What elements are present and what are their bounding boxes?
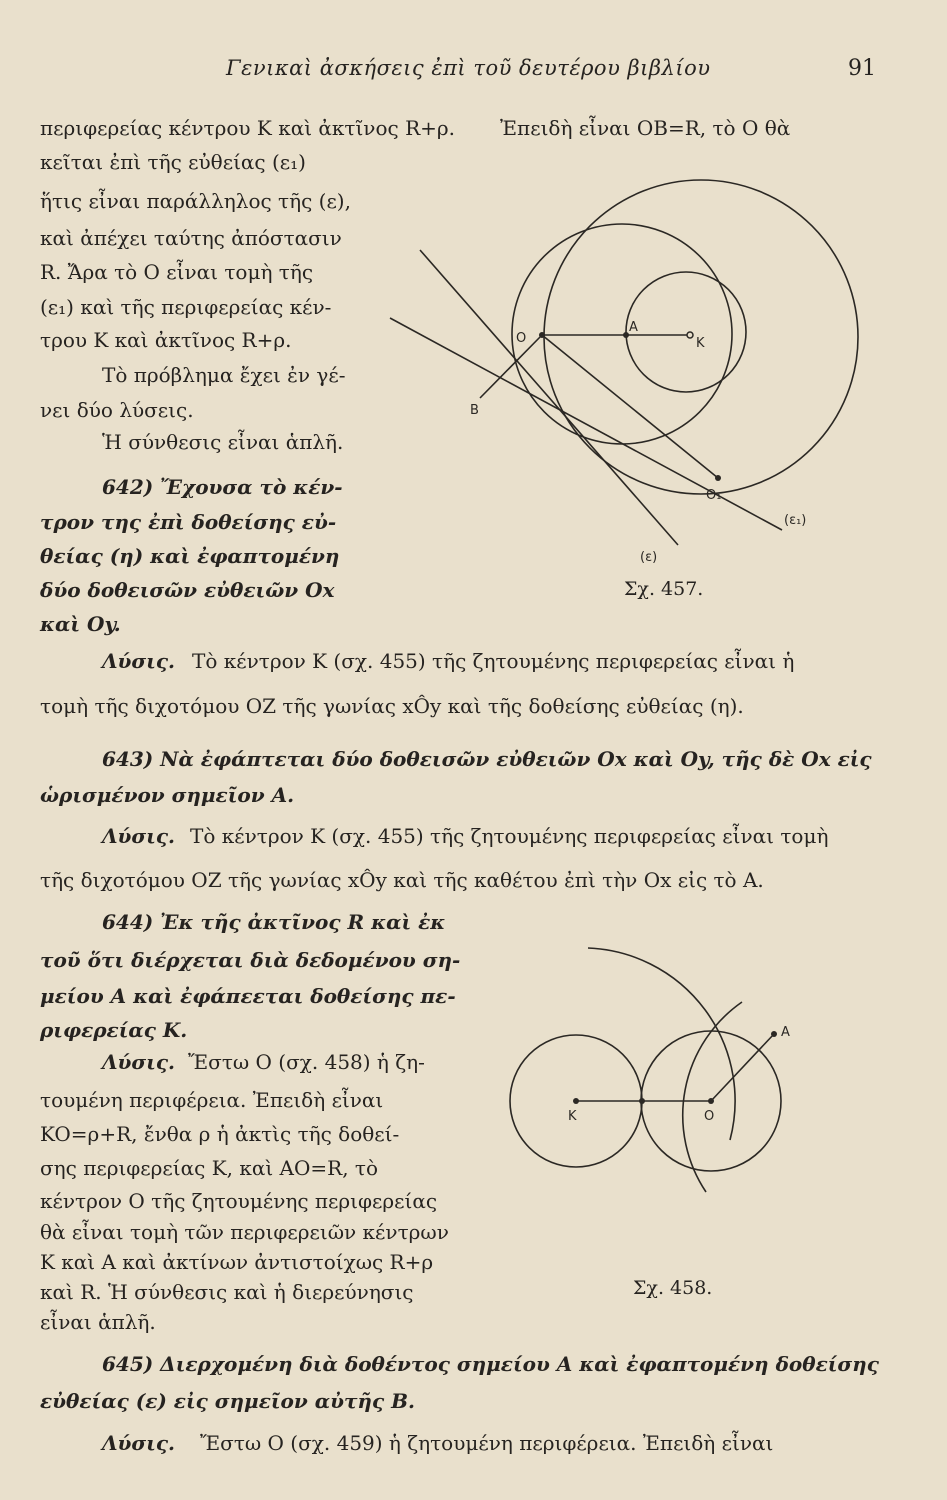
point-K <box>573 1098 579 1104</box>
text-line: (ε₁) καὶ τῆς περιφερείας κέν- <box>40 295 332 319</box>
label-K: K <box>568 1109 577 1124</box>
text-line: Ἡ σύνθεσις εἶναι ἁπλῆ. <box>102 430 344 454</box>
solution-label: Λύσις. <box>102 649 175 673</box>
text-line: εἶναι ἁπλῆ. <box>40 1310 156 1334</box>
problem-644-heading: μείου Α καὶ ἐφάπεεται δοθείσης πε- <box>40 984 456 1008</box>
text-line: Ἐπειδὴ εἶναι OB=R, τὸ O θὰ <box>500 116 791 140</box>
text-line: καὶ ἀπέχει ταύτης ἀπόστασιν <box>40 226 342 250</box>
problem-642-heading: 642) Ἔχουσα τὸ κέν- <box>102 475 343 499</box>
label-K: K <box>696 336 705 351</box>
text-line: Κ καὶ Α καὶ ἀκτίνων ἀντιστοίχως R+ρ <box>40 1250 434 1274</box>
point-K <box>687 332 693 338</box>
text-line: Τὸ κέντρον Κ (σχ. 455) τῆς ζητουμένης περιφερείας εἶναι τομὴ <box>190 824 829 848</box>
text-line: κέντρον Ο τῆς ζητουμένης περιφερείας <box>40 1189 438 1213</box>
text-line: νει δύο λύσεις. <box>40 398 194 422</box>
point-O <box>539 332 545 338</box>
text-line: KO=ρ+R, ἔνθα ρ ἡ ἀκτὶς τῆς δοθεί- <box>40 1122 400 1146</box>
label-e1: (ε₁) <box>784 513 807 528</box>
arc-center-A <box>683 1002 742 1192</box>
problem-642-heading: δύο δοθεισῶν εὐθειῶν Ox <box>40 578 335 602</box>
label-O1: O₁ <box>706 488 722 503</box>
problem-642-heading: τρον της ἐπὶ δοθείσης εὐ- <box>40 510 337 534</box>
point-O1 <box>715 475 721 481</box>
solution-label: Λύσις. <box>102 1050 175 1074</box>
text-line: θὰ εἶναι τομὴ τῶν περιφερειῶν κέντρων <box>40 1220 449 1244</box>
point-A <box>771 1031 777 1037</box>
problem-642-heading: θείας (η) καὶ ἐφαπτομένη <box>40 544 340 568</box>
segment-OO1 <box>542 335 718 478</box>
problem-644-heading: τοῦ ὅτι διέρχεται διὰ δεδομένου ση- <box>40 948 461 972</box>
text-line: τρου Κ καὶ ἀκτῖνος R+ρ. <box>40 328 292 352</box>
small-circle <box>626 272 746 392</box>
text-line: Τὸ πρόβλημα ἔχει ἐν γέ- <box>102 363 346 387</box>
label-A: A <box>629 320 638 335</box>
problem-644-heading: 644) Ἐκ τῆς ἀκτῖνος R καὶ ἐκ <box>102 910 446 934</box>
problem-644-heading: ριφερείας Κ. <box>40 1018 188 1042</box>
text-line: Τὸ κέντρον Κ (σχ. 455) τῆς ζητουμένης περιφερείας εἶναι ἡ <box>192 649 795 673</box>
text-line: σης περιφερείας Κ, καὶ ΑΟ=R, τὸ <box>40 1156 379 1180</box>
point-O <box>708 1098 714 1104</box>
point-tangency <box>639 1098 645 1104</box>
text-line: τῆς διχοτόμου ΟΖ τῆς γωνίας xÔy καὶ τῆς καθέτου ἐπὶ τὴν Ox εἰς τὸ Α. <box>40 868 764 892</box>
problem-643-heading: 643) Νὰ ἐφάπτεται δύο δοθεισῶν εὐθειῶν Ox καὶ Oy, τῆς δὲ Ox εἰς <box>102 747 872 771</box>
text-line: καὶ R. Ἡ σύνθεσις καὶ ἡ διερεύνησις <box>40 1280 414 1304</box>
figure-458-caption: Σχ. 458. <box>633 1277 713 1299</box>
problem-645-heading: 645) Διερχομένη διὰ δοθέντος σημείου Α καὶ ἐφαπτομένη δοθείσης <box>102 1352 879 1376</box>
text-line: R. Ἄρα τὸ O εἶναι τομὴ τῆς <box>40 260 314 284</box>
label-O: O <box>704 1109 715 1124</box>
text-line: ἥτις εἶναι παράλληλος τῆς (ε), <box>40 189 351 213</box>
figure-457-caption: Σχ. 457. <box>624 578 704 600</box>
problem-642-heading: καὶ Oy. <box>40 612 121 636</box>
figure-458 <box>490 930 820 1200</box>
running-header: Γενικαὶ ἀσκήσεις ἐπὶ τοῦ δευτέρου βιβλίου <box>226 56 711 80</box>
label-e: (ε) <box>640 550 658 565</box>
label-A: A <box>781 1025 790 1040</box>
text-line: κεῖται ἐπὶ τῆς εὐθείας (ε₁) <box>40 150 306 174</box>
text-line: τουμένη περιφέρεια. Ἐπειδὴ εἶναι <box>40 1088 384 1112</box>
segment-OA <box>711 1034 774 1101</box>
text-line: Ἔστω O (σχ. 458) ἡ ζη- <box>188 1050 425 1074</box>
figure-457 <box>360 170 920 590</box>
problem-643-heading: ὡρισμένον σημεῖον Α. <box>40 783 295 807</box>
text-line: Ἔστω O (σχ. 459) ἡ ζητουμένη περιφέρεια. Ἐπειδὴ εἶναι <box>200 1431 774 1455</box>
solution-label: Λύσις. <box>102 1431 175 1455</box>
problem-645-heading: εὐθείας (ε) εἰς σημεῖον αὐτῆς Β. <box>40 1389 415 1413</box>
label-B: B <box>470 403 479 418</box>
solution-label: Λύσις. <box>102 824 175 848</box>
label-O: O <box>516 331 527 346</box>
segment-OB <box>480 335 542 398</box>
page-number: 91 <box>848 56 876 81</box>
text-line: περιφερείας κέντρου Κ καὶ ἀκτῖνος R+ρ. <box>40 116 455 140</box>
middle-circle <box>512 224 732 444</box>
text-line: τομὴ τῆς διχοτόμου ΟΖ τῆς γωνίας xÔy καὶ τῆς δοθείσης εὐθείας (η). <box>40 694 744 718</box>
line-e1 <box>390 318 782 530</box>
